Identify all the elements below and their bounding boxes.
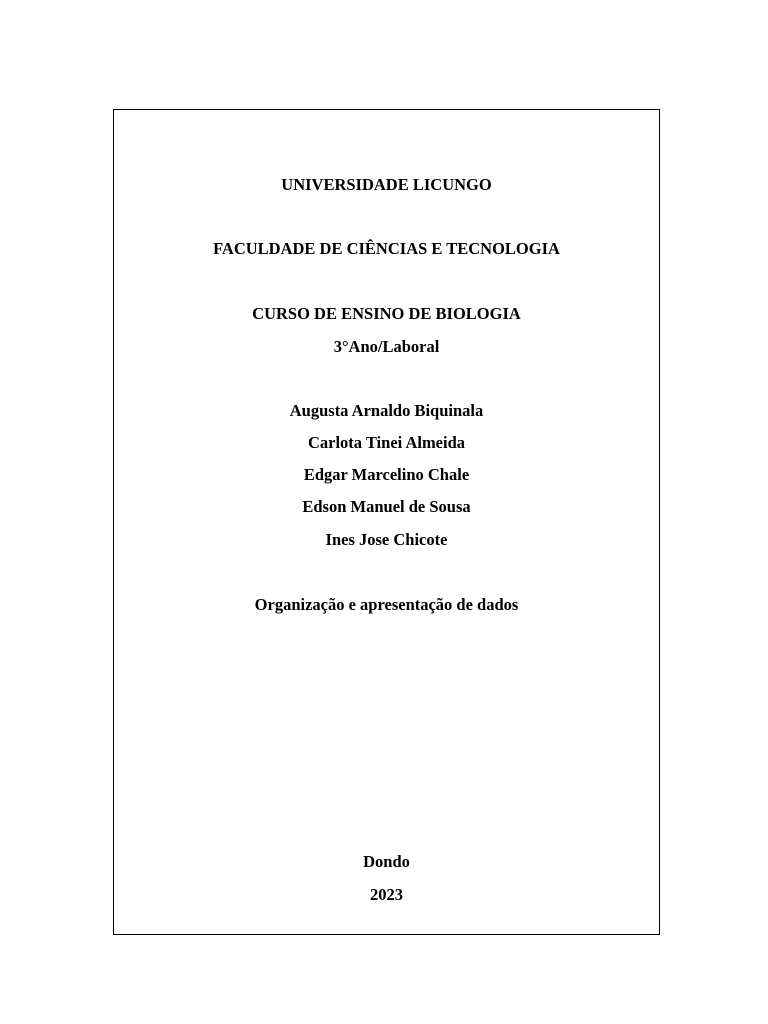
course-name: CURSO DE ENSINO DE BIOLOGIA (252, 304, 521, 323)
city: Dondo (363, 852, 410, 871)
university-name: UNIVERSIDADE LICUNGO (281, 175, 492, 194)
author-name: Carlota Tinei Almeida (307, 433, 466, 452)
author-name: Ines Jose Chicote (325, 530, 448, 549)
year-shift: 3°Ano/Laboral (333, 337, 440, 356)
author-name: Edson Manuel de Sousa (302, 497, 471, 516)
author-name: Augusta Arnaldo Biquinala (289, 401, 484, 420)
cover-page (113, 109, 660, 935)
faculty-name: FACULDADE DE CIÊNCIAS E TECNOLOGIA (213, 239, 560, 258)
author-name: Edgar Marcelino Chale (303, 465, 470, 484)
work-title: Organização e apresentação de dados (254, 595, 519, 614)
year: 2023 (370, 885, 403, 904)
